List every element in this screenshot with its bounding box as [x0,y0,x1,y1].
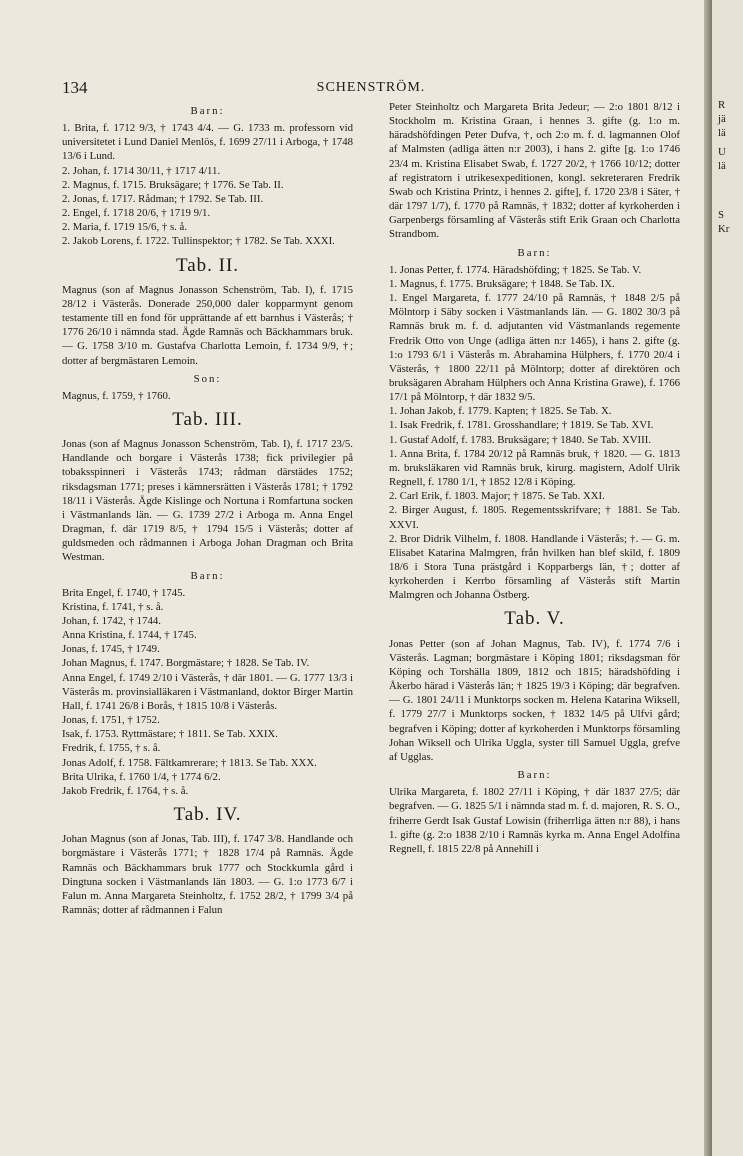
table-heading: Tab. IV. [173,804,242,826]
entry-paragraph: 2. Birger August, f. 1805. Regementsskrifvare; † 1881. Se Tab. XXVI. [389,504,680,531]
adjacent-page-fragment: U [718,146,726,158]
section-label: Barn: [190,105,225,117]
entry-paragraph: Brita Engel, f. 1740, † 1745. [62,586,186,599]
entry-paragraph: Johan Magnus, f. 1747. Borgmästare; † 1828. Se Tab. IV. [62,657,310,670]
entry-paragraph: 1. Anna Brita, f. 1784 20/12 på Ramnäs bruk, † 1820. — G. 1813 m. bruksläkaren vid Ramnäs bruk, kirurg. magistern, Adolf Ulrik Regnell, f. 1780 1/1, † 1852 12/8 i Köping. [389,447,680,489]
entry-paragraph: 2. Carl Erik, f. 1803. Major; † 1875. Se Tab. XXI. [389,490,605,503]
entry-paragraph: Magnus, f. 1759, † 1760. [62,389,171,402]
entry-paragraph: 2. Magnus, f. 1715. Bruksägare; † 1776. Se Tab. II. [62,178,284,191]
page-number: 134 [62,78,88,97]
right-column [389,100,680,856]
entry-paragraph: 1. Engel Margareta, f. 1777 24/10 på Ramnäs, † 1848 2/5 på Mölntorp i Säby socken i Västmanlands län. — G. 1802 30/3 på Ramnäs bruk m. f. d. adjutanten vid Västmanlands regemente Fredrik Otto von Unge (adliga ätten n:r 1465), i hans 2. gifte (g. 1:o 1793 6/1 i Västerås m. Abrahamina Hülphers, f. 1770 20/4 i Västerås, † 1800 22/11 på Mölntorp; dotter af direktören och bruksägaren Abraham Hülphers och Anna Kristina Grawe), f. 1766 17/1 på Mölntorp, † där 1832 9/5. [389,292,680,404]
entry-paragraph: Jonas, f. 1745, † 1749. [62,643,160,656]
entry-paragraph: Peter Steinholtz och Margareta Brita Jedeur; — 2:o 1801 8/12 i Stockholm m. Kristina Graan, i hennes 3. gifte (g. 1:o m. häradshöfdingen Peter Dufva, †, och 2:o m. f. d. lagmannen Olof af Malmsten (adliga ätten n:r 2003), i hans 2. gifte [g. 1:o 1746 23/4 m. Kristina Elisabet Swab, f. 1727 20/2, † 1766 10/12; dotter af registratorn i utrikesexpeditionen, kongl. sekreteraren Fredrik Swab och Kristina Printz, i hennes 2. gifte], f. 1720 23/8 i Säter, † där 1797 1/7), f. 1770 på Ramnäs, † 1832; dotter af kyrkoherden i Garpenbergs församling af Västerås stift Erik Graan och Charlotta Strandbom. [389,101,680,241]
entry-paragraph: Ulrika Margareta, f. 1802 27/11 i Köping, † där 1837 27/5; där begrafven. — G. 1825 5/1 i nämnda stad m. f. d. majoren, R. S. O., friherre Gerdt Isak Gustaf Lowisin (friherrliga ätten n:r 88), i hans 1. gifte (g. 2:o 1838 2/10 i Ramnäs kyrka m. Anna Engel Adolfina Regnell, f. 1815 22/8 på Annehill i [389,786,680,855]
entry-paragraph: 1. Brita, f. 1712 9/3, † 1743 4/4. — G. 1733 m. professorn vid universitetet i Lund Daniel Menlös, f. 1699 27/11 i Arboga, † 1748 13/6 i Lund. [62,122,353,163]
entry-paragraph: 2. Jakob Lorens, f. 1722. Tullinspektor; † 1782. Se Tab. XXXI. [62,235,335,248]
adjacent-page-fragment: S [718,209,725,221]
adjacent-page-fragment: lä [718,160,726,172]
entry-paragraph: Jonas, f. 1751, † 1752. [62,714,160,727]
entry-paragraph: Isak, f. 1753. Ryttmästare; † 1811. Se Tab. XXIX. [62,728,278,741]
book-spine [704,0,712,1156]
entry-paragraph: 2. Johan, f. 1714 30/11, † 1717 4/11. [62,164,221,177]
entry-paragraph: 1. Johan Jakob, f. 1779. Kapten; † 1825. Se Tab. X. [389,405,612,418]
entry-paragraph: 2. Jonas, f. 1717. Rådman; † 1792. Se Tab. III. [62,192,264,205]
section-label: Barn: [517,769,552,782]
page-header [62,78,680,100]
entry-paragraph: Johan Magnus (son af Jonas, Tab. III), f. 1747 3/8. Handlande och borgmästare i Västerås 1771; † 1828 17/4 på Ramnäs. Ägde Ramnäs och Bäckhammars bruk 1777 och Stockkumla gård i Dingtuna socken i Västmanlands län 1803. — G. 1:o 1773 6/7 i Falun m. Anna Margareta Steinholtz, f. 1752 28/2, † 1799 3/4 på Ramnäs; dotter af rådmannen i Falun [62,833,353,916]
entry-paragraph: 1. Gustaf Adolf, f. 1783. Bruksägare; † 1840. Se Tab. XVIII. [389,433,652,446]
entry-paragraph: Anna Kristina, f. 1744, † 1745. [62,629,197,642]
entry-paragraph: 1. Magnus, f. 1775. Bruksägare; † 1848. Se Tab. IX. [389,277,615,290]
entry-paragraph: Johan, f. 1742, † 1744. [62,615,161,627]
entry-paragraph: 2. Engel, f. 1718 20/6, † 1719 9/1. [62,207,211,220]
entry-paragraph: Fredrik, f. 1755, † s. å. [62,742,161,755]
entry-paragraph: Kristina, f. 1741, † s. å. [62,600,164,613]
entry-paragraph: Anna Engel, f. 1749 2/10 i Västerås, † där 1801. — G. 1777 13/3 i Västerås m. provinsialläkaren i Västmanland, doktor Birger Martin Hall, f. 1741 26/8 i Borås, † 1815 10/8 i Västerås. [62,671,353,712]
entry-paragraph: Jakob Fredrik, f. 1764, † s. å. [62,784,189,797]
entry-paragraph: 1. Jonas Petter, f. 1774. Häradshöfding; † 1825. Se Tab. V. [389,263,642,276]
table-heading: Tab. V. [504,608,565,630]
adjacent-page-fragment: R [718,99,726,111]
entry-paragraph: Jonas Adolf, f. 1758. Fältkamrerare; † 1813. Se Tab. XXX. [62,756,317,769]
section-label: Barn: [190,569,225,582]
adjacent-page-edge [712,0,743,1156]
section-label: Barn: [517,246,552,259]
adjacent-page-fragment: lä [718,127,726,139]
table-heading: Tab. III. [172,408,243,430]
entry-paragraph: Brita Ulrika, f. 1760 1/4, † 1774 6/2. [62,770,221,783]
entry-paragraph: Jonas Petter (son af Johan Magnus, Tab. IV), f. 1774 7/6 i Västerås. Lagman; borgmästare i Köping 1801; riksdagsman för Köping och Torshälla 1809, 1812 och 1815; häradshöfding i Åkerbo härad i Västerås län; † 1825 19/3 i Köping; där begrafven. — G. 1801 24/11 i Munktorps socken m. Helena Katarina Wiksell, f. 1779 27/7 i Munktorps socken, † 1832 14/5 på Ulfvi gård; begrafven i Köping; dotter af kyrkoherden i Munktorps församling Johan Wiksell och Ulrika Uggla, syster till Samuel Uggla, grefve af Ugglas. [389,637,680,763]
running-head: SCHENSTRÖM. [316,80,426,95]
entry-paragraph: 1. Isak Fredrik, f. 1781. Grosshandlare; † 1819. Se Tab. XVI. [389,419,654,432]
left-column [62,100,353,917]
entry-paragraph: Magnus (son af Magnus Jonasson Schenström, Tab. I), f. 1715 28/12 i Västerås. Donerade 250,000 daler kopparmynt genom testamente till en fond för upprättande af ett barnhus i Västerås; † 1776 26/10 i nämnda stad. Ägde Ramnäs och Bäckhammars bruk. — G. 1758 3/10 m. Gustafva Charlotta Lemoin, f. 1734 9/9, †; dotter af bergmästaren Lemoin. [62,283,353,367]
section-label: Son: [193,372,222,385]
table-heading: Tab. II. [175,254,240,276]
adjacent-page-fragment: Kr [718,223,730,235]
entry-paragraph: 2. Maria, f. 1719 15/6, † s. å. [62,221,188,234]
entry-paragraph: 2. Bror Didrik Vilhelm, f. 1808. Handlande i Västerås; †. — G. m. Elisabet Katarina Malmgren, från hvilken han blef skild, f. 1809 18/6 i Stora Tuna prästgård i Kopparbergs län, †; dotter af kyrkoherden i Kerrbo församling af Västerås stift Martin Malmgren och Johanna Östberg. [389,532,680,602]
adjacent-page-fragment: jä [718,113,726,125]
entry-paragraph: Jonas (son af Magnus Jonasson Schenström, Tab. I), f. 1717 23/5. Handlande och borgare i Västerås 1738; fick privilegier på tobaksspinneri i Västerås 1743; rådman därstädes 1752; riksdagsman 1771; preses i kämnersrätten i Västerås 1781; † 1792 18/11 i Västerås. Ägde Kislinge och Nortuna i Romfartuna socken i Västmanlands län. — G. 1739 27/2 i Arboga m. Anna Engel Dragman, f. där 1719 8/5, † 1794 15/5 i Västerås; dotter af guldsmeden och rådmannen i Arboga Johan Dragman och Brita Westman. [62,438,353,564]
